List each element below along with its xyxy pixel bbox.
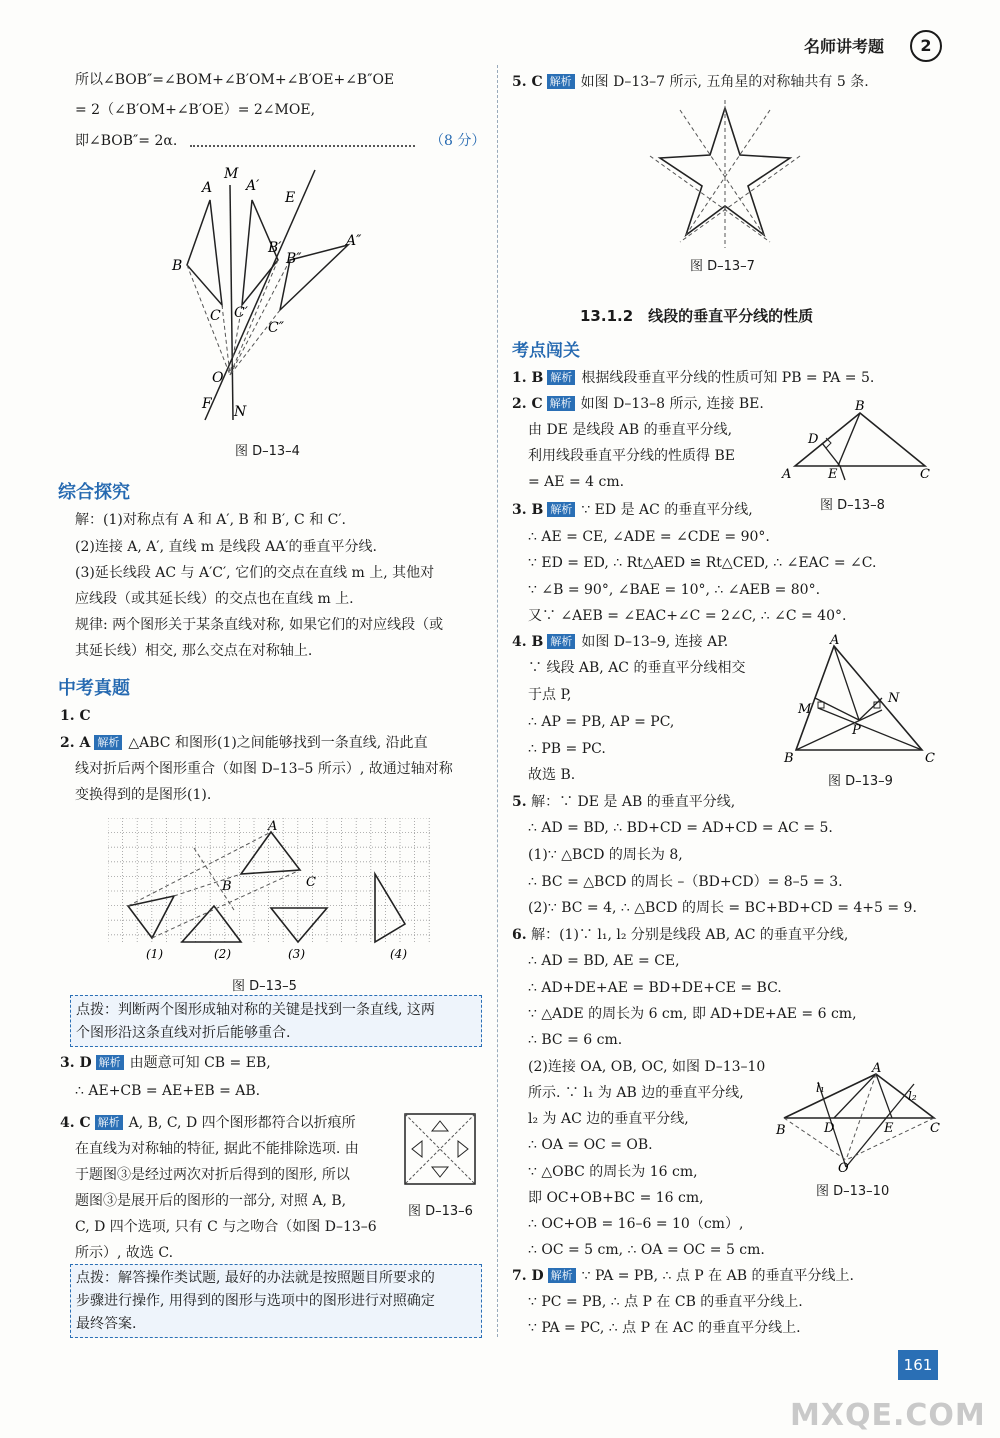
r-q6-line-2: ∴ AD = BD, AE = CE, [528, 953, 680, 969]
fig10-label-l1: l₁ [816, 1081, 825, 1095]
fig4-label-B1: B′ [268, 240, 282, 256]
hint-box-2 [70, 1264, 482, 1338]
r-q5-line-4: ∴ BC = △BCD 的周长 –（BD+CD）= 8–5 = 3. [528, 874, 843, 890]
r-q6-line-4: ∵ △ADE 的周长为 6 cm, 即 AD+DE+AE = 6 cm, [528, 1006, 857, 1022]
zk-q4-num: 4. C [60, 1115, 91, 1131]
column-divider [497, 65, 498, 1337]
page-number-badge: 161 [898, 1350, 938, 1380]
fig9-label-B: B [784, 751, 794, 766]
figure-d-13-6 [404, 1113, 476, 1185]
r-q7-num: 7. D [512, 1268, 544, 1284]
fig10-label-O: O [838, 1161, 849, 1174]
r-q6-line-9: ∴ OA = OC = OB. [528, 1137, 653, 1153]
fig4-label-N: N [234, 404, 247, 420]
figure-d-13-4 [160, 160, 380, 435]
hint2-line-3: 最终答案. [76, 1316, 137, 1332]
fig10-label-l2: l₂ [908, 1089, 917, 1103]
fig10-label-A: A [872, 1062, 882, 1076]
section-zhongkao: 中考真题 [58, 678, 130, 699]
fig9-label-N: N [888, 691, 900, 706]
zk-q3-line-1: 由题意可知 CB = EB, [129, 1055, 271, 1071]
header-title: 名师讲考题 [804, 37, 885, 56]
fig4-label-O: O [212, 370, 224, 386]
r-q7-line-2: ∵ PC = PB, ∴ 点 P 在 CB 的垂直平分线上. [528, 1294, 803, 1310]
fig9-label-C: C [925, 751, 935, 766]
r-q5-line-2: ∴ AD = BD, ∴ BD+CD = AD+CD = AC = 5. [528, 820, 833, 836]
r-q1-num: 1. B [512, 370, 544, 386]
fig5-label-4: (4) [390, 947, 407, 961]
zk-q2-num: 2. A [60, 735, 91, 751]
fig8-label-E: E [828, 467, 838, 482]
fig8-label-D: D [808, 432, 819, 447]
r-q6-line-3: ∴ AD+DE+AE = BD+DE+CE = BC. [528, 980, 782, 996]
r-q6-line-13: ∴ OC = 5 cm, ∴ OA = OC = 5 cm. [528, 1242, 765, 1258]
r-q7-line-3: ∵ PA = PC, ∴ 点 P 在 AC 的垂直平分线上. [528, 1320, 801, 1336]
proof-dots [190, 145, 415, 147]
fig9-label-A: A [830, 633, 840, 648]
hint-box-1 [70, 995, 482, 1047]
r-q4-line-5: ∴ PB = PC. [528, 741, 606, 757]
r-q2-line-1: 如图 D–13–8 所示, 连接 BE. [580, 396, 764, 412]
r-q4-line-4: ∴ AP = PB, AP = PC, [528, 714, 675, 730]
proof-score: （8 分） [430, 133, 486, 149]
fig8-label-A: A [782, 467, 792, 482]
proof-line-3: 即∠BOB″= 2α. [75, 133, 178, 149]
zk-q4-line-1: A, B, C, D 四个图形都符合以折痕所 [128, 1115, 356, 1131]
zk-q2-line-2: 线对折后两个图形重合（如图 D–13–5 所示）, 故通过轴对称 [75, 761, 453, 777]
fig7-caption: 图 D–13–7 [690, 259, 755, 274]
r-q6-line-7: 所示. ∵ l₁ 为 AB 边的垂直平分线, [528, 1085, 744, 1101]
zonghe-line-1: 解：(1)对称点有 A 和 A′, B 和 B′, C 和 C′. [75, 512, 346, 528]
r-q3-line-3: ∵ ED = ED, ∴ Rt△AED ≌ Rt△CED, ∴ ∠EAC = ∠C. [528, 555, 877, 571]
zk-q4-line-3: 于题图③是经过两次对折后得到的图形, 所以 [75, 1167, 350, 1183]
r-q2-line-4: = AE = 4 cm. [528, 474, 625, 490]
zonghe-line-6: 其延长线）相交, 那么交点在对称轴上. [75, 643, 313, 659]
page-header [790, 30, 970, 64]
r-q3-num: 3. B [512, 502, 544, 518]
fig5-label-1: (1) [146, 947, 163, 961]
r-q6-num: 6. [512, 927, 527, 943]
r-q4-line-2: ∵ 线段 AB, AC 的垂直平分线相交 [528, 660, 746, 676]
fig9-label-M: M [798, 702, 812, 717]
hint2-line-1: 点拨：解答操作类试题, 最好的办法就是按照题目所要求的 [76, 1270, 435, 1286]
analysis-tag: 解析 [547, 396, 575, 411]
analysis-tag: 解析 [94, 735, 122, 750]
fig4-label-E: E [285, 190, 296, 206]
analysis-tag: 解析 [547, 502, 575, 517]
r-q6-line-12: ∴ OC+OB = 16–6 = 10（cm）, [528, 1216, 744, 1232]
r-q1-text: 根据线段垂直平分线的性质可知 PB = PA = 5. [581, 370, 875, 386]
r-q2-line-2: 由 DE 是线段 AB 的垂直平分线, [528, 422, 733, 438]
r-q6-line-1: 解：(1)∵ l₁, l₂ 分别是线段 AB, AC 的垂直平分线, [531, 927, 849, 943]
zonghe-line-5: 规律: 两个图形关于某条直线对称, 如果它们的对应线段（或 [75, 617, 444, 633]
proof-line-1: 所以∠BOB″=∠BOM+∠B′OM+∠B′OE+∠B″OE [75, 72, 395, 88]
fig4-label-A1: A′ [246, 178, 260, 194]
zk-q4-line-5: C, D 四个选项, 只有 C 与之吻合（如图 D–13–6 [75, 1219, 377, 1235]
r-q4-line-1: 如图 D–13–9, 连接 AP. [581, 634, 729, 650]
fig4-label-C2: C″ [268, 320, 284, 336]
proof-line-2: = 2（∠B′OM+∠B′OE）= 2∠MOE, [75, 102, 316, 118]
r-q3-line-1: ∵ ED 是 AC 的垂直平分线, [581, 502, 753, 518]
r-q2-num: 2. C [512, 396, 543, 412]
r-q2-line-3: 利用线段垂直平分线的性质得 BE [528, 448, 735, 464]
zk-q4-line-6: 所示）, 故选 C. [75, 1245, 174, 1261]
r-q6-line-10: ∵ △OBC 的周长为 16 cm, [528, 1164, 698, 1180]
fig5-label-B: B [222, 879, 232, 894]
fig4-label-A: A [202, 180, 213, 196]
watermark: MXQE.COM [790, 1398, 986, 1433]
zk-q4-line-4: 题图③是展开后的图形的一部分, 对照 A, B, [75, 1193, 347, 1209]
fig4-label-F: F [202, 396, 212, 412]
fig4-label-A2: A″ [346, 233, 362, 249]
r-q3-line-5: 又∵ ∠AEB = ∠EAC+∠C = 2∠C, ∴ ∠C = 40°. [528, 608, 847, 624]
fig4-label-C1: C′ [234, 305, 248, 321]
figure-d-13-9 [782, 632, 942, 767]
fig8-label-C: C [920, 467, 930, 482]
r-q3-line-2: ∴ AE = CE, ∠ADE = ∠CDE = 90°. [528, 529, 770, 545]
r-q4-num: 4. B [512, 634, 544, 650]
fig5-label-C: C [306, 875, 316, 890]
fig6-caption: 图 D–13–6 [408, 1204, 473, 1219]
r-q4-line-3: 于点 P, [528, 687, 572, 703]
r-q5-line-5: (2)∵ BC = 4, ∴ △BCD 的周长 = BC+BD+CD = 4+5 = 9. [528, 900, 917, 916]
section-13-1-2: 13.1.2 线段的垂直平分线的性质 [580, 307, 814, 325]
fig5-caption: 图 D–13–5 [232, 979, 297, 994]
analysis-tag: 解析 [547, 634, 575, 649]
r-q5c-num: 5. C [512, 74, 543, 90]
fig4-label-C: C [210, 308, 221, 324]
zk-q2-line-3: 变换得到的是图形(1). [75, 787, 212, 803]
zk-q4-line-2: 在直线为对称轴的特征, 据此不能排除选项. 由 [75, 1141, 359, 1157]
figure-d-13-5 [108, 818, 430, 963]
hint1-line-1: 点拨：判断两个图形成轴对称的关键是找到一条直线, 这两 [76, 1002, 435, 1018]
hint2-line-2: 步骤进行操作, 用得到的图形与选项中的图形进行对照确定 [76, 1293, 435, 1309]
r-q3-line-4: ∵ ∠B = 90°, ∠BAE = 10°, ∴ ∠AEB = 80°. [528, 582, 821, 598]
r-q5-line-3: (1)∵ △BCD 的周长为 8, [528, 847, 683, 863]
fig5-label-A: A [268, 819, 278, 834]
analysis-tag: 解析 [547, 370, 575, 385]
fig10-label-E: E [884, 1121, 894, 1136]
fig5-label-3: (3) [288, 947, 305, 961]
figure-d-13-7 [640, 100, 810, 250]
fig10-caption: 图 D–13–10 [816, 1184, 890, 1199]
fig10-label-D: D [824, 1121, 835, 1136]
fig4-caption: 图 D–13–4 [235, 444, 300, 459]
zonghe-line-4: 应线段（或其延长线）的交点也在直线 m 上. [75, 591, 354, 607]
r-q5-line-1: 解：∵ DE 是 AB 的垂直平分线, [531, 794, 736, 810]
r-q6-line-6: (2)连接 OA, OB, OC, 如图 D–13–10 [528, 1059, 766, 1075]
analysis-tag: 解析 [547, 74, 575, 89]
analysis-tag: 解析 [96, 1055, 124, 1070]
fig9-caption: 图 D–13–9 [828, 774, 893, 789]
fig8-caption: 图 D–13–8 [820, 498, 885, 513]
hint1-line-2: 个图形沿这条直线对折后能够重合. [76, 1025, 291, 1041]
zonghe-line-2: (2)连接 A, A′, 直线 m 是线段 AA′的垂直平分线. [75, 539, 377, 555]
section-zonghe: 综合探究 [58, 482, 130, 503]
r-q4-line-6: 故选 B. [528, 767, 576, 783]
fig4-label-B2: B″ [286, 251, 302, 267]
r-q7-line-1: ∵ PA = PB, ∴ 点 P 在 AB 的垂直平分线上. [581, 1268, 854, 1284]
r-q5c-text: 如图 D–13–7 所示, 五角星的对称轴共有 5 条. [580, 74, 869, 90]
r-q5-num: 5. [512, 794, 527, 810]
fig10-label-B: B [776, 1123, 786, 1138]
r-q6-line-11: 即 OC+OB+BC = 16 cm, [528, 1190, 704, 1206]
r-q6-line-5: ∴ BC = 6 cm. [528, 1032, 623, 1048]
figure-d-13-8 [780, 398, 940, 483]
fig9-label-P: P [852, 723, 861, 738]
zk-q2-line-1: △ABC 和图形(1)之间能够找到一条直线, 沿此直 [128, 735, 428, 751]
fig5-label-2: (2) [214, 947, 231, 961]
fig4-label-M: M [224, 166, 239, 182]
fig8-label-B: B [855, 399, 865, 414]
header-logo-icon: 2 [910, 30, 942, 62]
zk-q1: 1. C [60, 708, 91, 724]
section-kaodian: 考点闯关 [512, 341, 580, 361]
fig10-label-C: C [930, 1121, 940, 1136]
zonghe-line-3: (3)延长线段 AC 与 A′C′, 它们的交点在直线 m 上, 其他对 [75, 565, 435, 581]
r-q6-line-8: l₂ 为 AC 边的垂直平分线, [528, 1111, 689, 1127]
zk-q3-num: 3. D [60, 1055, 92, 1071]
fig4-label-B: B [172, 258, 183, 274]
analysis-tag: 解析 [548, 1268, 576, 1283]
zk-q3-line-2: ∴ AE+CB = AE+EB = AB. [75, 1083, 261, 1099]
analysis-tag: 解析 [95, 1115, 123, 1130]
figure-d-13-10 [774, 1062, 944, 1174]
